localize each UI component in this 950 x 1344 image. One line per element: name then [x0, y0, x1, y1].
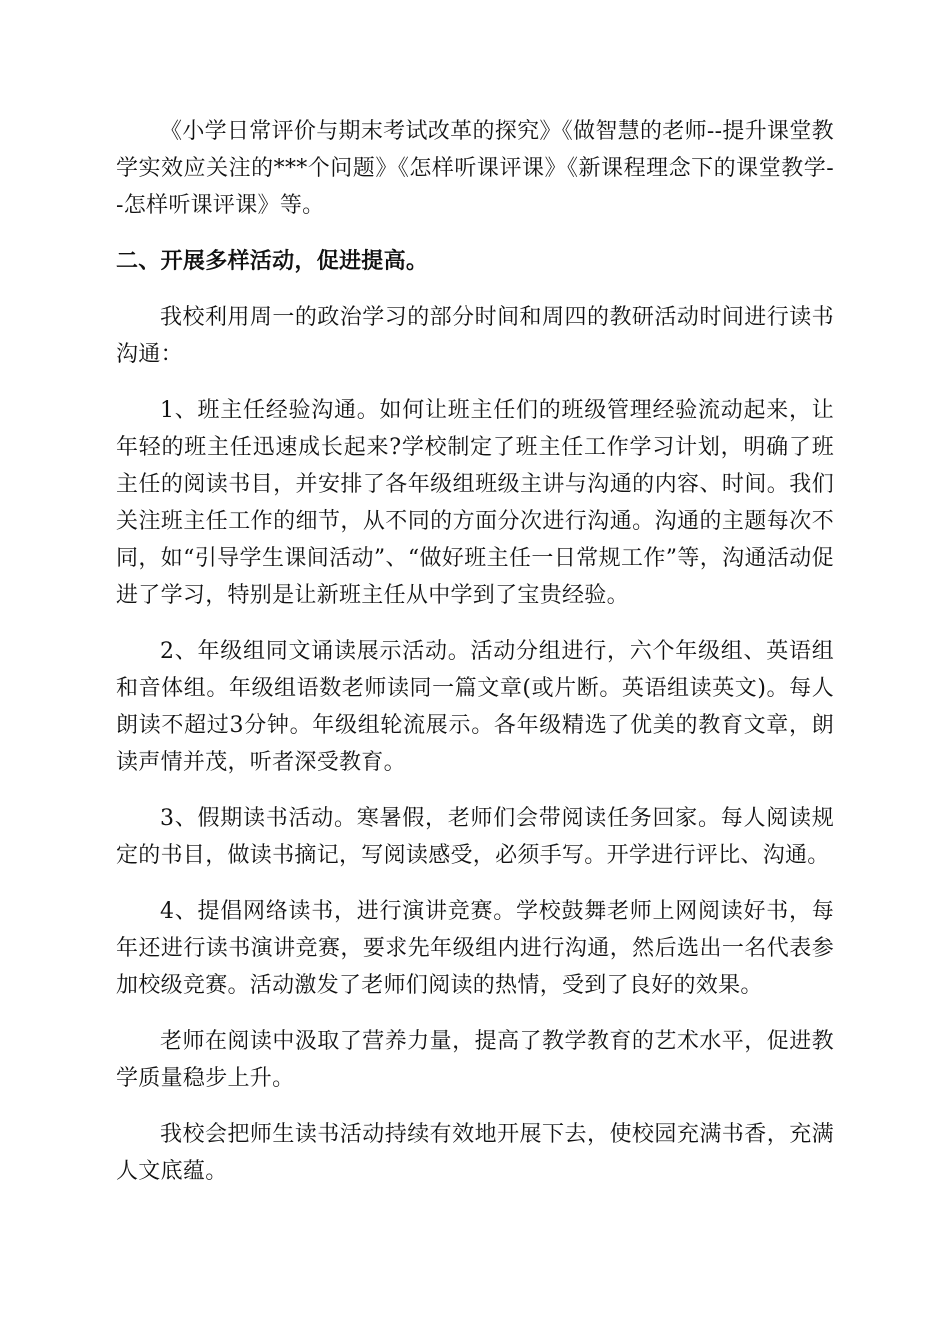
paragraph-closing: 我校会把师生读书活动持续有效地开展下去，使校园充满书香，充满人文底蕴。: [116, 1122, 834, 1184]
paragraph-summary: 老师在阅读中汲取了营养力量，提高了教学教育的艺术水平，促进教学质量稳步上升。: [116, 1029, 834, 1091]
paragraph-item-2: 2、年级组同文诵读展示活动。活动分组进行，六个年级组、英语组和音体组。年级组语数老师读同一篇文章(或片断。英语组读英文)。每人朗读不超过3分钟。年级组轮流展示。各年级精选了优美的教育文章，朗读声情并茂，听者深受教育。: [116, 639, 834, 775]
paragraph-item-3: 3、假期读书活动。寒暑假，老师们会带阅读任务回家。每人阅读规定的书目，做读书摘记，写阅读感受，必须手写。开学进行评比、沟通。: [116, 806, 834, 868]
document-body: [116, 113, 834, 1209]
paragraph-item-4: 4、提倡网络读书，进行演讲竞赛。学校鼓舞老师上网阅读好书，每年还进行读书演讲竞赛，要求先年级组内进行沟通，然后选出一名代表参加校级竞赛。活动激发了老师们阅读的热情，受到了良好的效果。: [116, 899, 834, 998]
section-heading: 二、开展多样活动，促进提高。: [116, 249, 429, 274]
paragraph-intro: 我校利用周一的政治学习的部分时间和周四的教研活动时间进行读书沟通：: [116, 305, 834, 367]
paragraph-item-1: 1、班主任经验沟通。如何让班主任们的班级管理经验流动起来，让年轻的班主任迅速成长起来?学校制定了班主任工作学习计划，明确了班主任的阅读书目，并安排了各年级组班级主讲与沟通的内容、时间。我们关注班主任工作的细节，从不同的方面分次进行沟通。沟通的主题每次不同，如“引导学生课间活动”、“做好班主任一日常规工作”等，沟通活动促进了学习，特别是让新班主任从中学到了宝贵经验。: [116, 398, 834, 608]
paragraph-book-list: 《小学日常评价与期末考试改革的探究》《做智慧的老师--提升课堂教学实效应关注的***个问题》《怎样听课评课》《新课程理念下的课堂教学--怎样听课评课》等。: [116, 119, 834, 218]
